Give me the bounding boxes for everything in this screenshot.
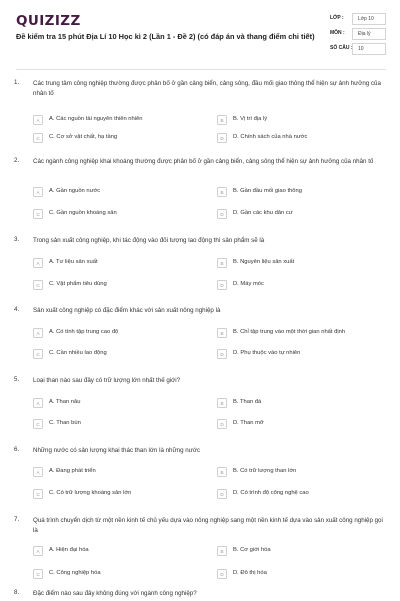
option-a[interactable]	[33, 546, 183, 559]
option-a[interactable]	[33, 258, 183, 271]
option-letter-box: C	[33, 209, 43, 219]
option-text: C. Có trữ lượng khoáng sản lớn	[49, 490, 132, 496]
option-text: C. Công nghiệp hóa	[49, 570, 101, 576]
option-text: A. Hiện đại hóa	[49, 547, 89, 553]
question-text: Những nước có sản lượng khai thác than lớn là những nước	[33, 447, 200, 454]
option-text: C. Gần nguồn khoáng sản	[49, 210, 117, 216]
option-text: D. Phụ thuộc vào tự nhiên	[233, 350, 301, 356]
option-b[interactable]	[217, 398, 367, 411]
option-c[interactable]	[33, 349, 183, 362]
question-number: 4.	[14, 306, 20, 313]
option-letter-box: C	[33, 133, 43, 143]
question-text: Loại than nào sau đây có trữ lượng lớn nhất thế giới?	[33, 377, 181, 384]
question-text: Các ngành công nghiệp khai khoáng thường được phân bố ở gần cảng biển, cảng sông thể hiện sự ảnh hưởng của nhân tố	[33, 158, 374, 165]
header-divider	[16, 69, 386, 70]
question-number: 6.	[14, 446, 20, 453]
option-b[interactable]	[217, 258, 367, 271]
meta-class-label: LỚP :	[330, 15, 344, 21]
meta-subject	[330, 28, 386, 40]
option-letter-box: C	[33, 349, 43, 359]
question-2	[0, 157, 400, 229]
option-b[interactable]	[217, 115, 367, 128]
question-4	[0, 306, 400, 378]
option-letter-box: A	[33, 115, 43, 125]
option-a[interactable]	[33, 398, 183, 411]
option-d[interactable]	[217, 569, 367, 582]
question-text: Trong sản xuất công nghiệp, khi tác động vào đối tượng lao động thì sản phẩm sẽ là	[33, 237, 265, 244]
quizizz-logo[interactable]: QUIZIZZ	[16, 13, 81, 29]
option-text: C. Cơ sở vật chất, hạ tầng	[49, 134, 118, 140]
option-letter-box: C	[33, 419, 43, 429]
option-text: D. Chính sách của nhà nước	[233, 134, 308, 140]
option-d[interactable]	[217, 419, 367, 432]
question-6	[0, 446, 400, 518]
option-a[interactable]	[33, 328, 183, 341]
option-text: A. Đang phát triển	[49, 468, 96, 474]
option-b[interactable]	[217, 328, 367, 341]
question-7	[0, 516, 400, 588]
meta-subject-label: MÔN :	[330, 30, 345, 36]
option-text: A. Có tính tập trung cao độ	[49, 329, 119, 335]
option-text: A. Tư liệu sản xuất	[49, 259, 98, 265]
option-letter-box: A	[33, 398, 43, 408]
option-text: B. Than đá	[233, 399, 262, 405]
worksheet-header	[0, 0, 400, 72]
option-text: A. Gần nguồn nước	[49, 188, 101, 194]
question-text: Quá trình chuyển dịch từ một nền kinh tế chủ yếu dựa vào nông nghiệp sang một nền kinh tế dựa vào sản xuất công nghiệp gọi là	[33, 517, 383, 534]
option-b[interactable]	[217, 187, 367, 200]
option-letter-box: B	[217, 467, 227, 477]
option-letter-box: C	[33, 280, 43, 290]
question-number: 1.	[14, 79, 20, 86]
option-letter-box: D	[217, 419, 227, 429]
question-number: 8.	[14, 589, 20, 596]
meta-class-value: Lớp 10	[352, 13, 386, 25]
option-text: B. Vị trí địa lý	[233, 116, 268, 122]
question-text: Các trung tâm công nghiệp thường được phân bố ở gần cảng biển, cảng sông, đầu mối giao thông thể hiện sự ảnh hưởng của nhân tố	[33, 80, 381, 97]
question-5	[0, 376, 400, 448]
question-number: 5.	[14, 376, 20, 383]
option-text: A. Các nguồn tài nguyên thiên nhiên	[49, 116, 143, 122]
option-letter-box: A	[33, 187, 43, 197]
option-a[interactable]	[33, 467, 183, 480]
option-text: B. Cơ giới hóa	[233, 547, 271, 553]
option-c[interactable]	[33, 419, 183, 432]
question-1	[0, 79, 400, 151]
option-letter-box: C	[33, 569, 43, 579]
option-a[interactable]	[33, 115, 183, 128]
meta-question-count-label: SỐ CÂU :	[330, 45, 353, 51]
meta-subject-value: Địa lý	[352, 28, 386, 40]
option-letter-box: A	[33, 328, 43, 338]
option-text: D. Than mỡ	[233, 420, 264, 426]
option-d[interactable]	[217, 280, 367, 293]
option-c[interactable]	[33, 133, 183, 146]
option-text: B. Chỉ tập trung vào một thời gian nhất định	[233, 329, 346, 335]
option-text: B. Nguyên liệu sản xuất	[233, 259, 295, 265]
option-c[interactable]	[33, 209, 183, 222]
option-d[interactable]	[217, 489, 367, 502]
question-text: Sản xuất công nghiệp có đặc điểm khác với sản xuất nông nghiệp là	[33, 307, 221, 314]
option-letter-box: B	[217, 187, 227, 197]
option-d[interactable]	[217, 349, 367, 362]
option-text: D. Có trình độ công nghệ cao	[233, 490, 309, 496]
option-d[interactable]	[217, 133, 367, 146]
question-8	[0, 589, 400, 600]
option-text: C. Than bùn	[49, 420, 81, 426]
option-letter-box: D	[217, 280, 227, 290]
option-text: D. Gần các khu dân cư	[233, 210, 293, 216]
question-text: Đặc điểm nào sau đây không đúng với ngành công nghiệp?	[33, 590, 197, 597]
option-c[interactable]	[33, 280, 183, 293]
question-number: 3.	[14, 236, 20, 243]
option-b[interactable]	[217, 467, 367, 480]
option-text: D. Máy móc	[233, 281, 264, 287]
option-letter-box: B	[217, 258, 227, 268]
option-text: C. Cần nhiều lao động	[49, 350, 107, 356]
option-text: D. Đô thị hóa	[233, 570, 267, 576]
option-letter-box: B	[217, 115, 227, 125]
option-text: B. Có trữ lượng than lớn	[233, 468, 297, 474]
option-d[interactable]	[217, 209, 367, 222]
option-text: A. Than nâu	[49, 399, 81, 405]
option-b[interactable]	[217, 546, 367, 559]
option-c[interactable]	[33, 569, 183, 582]
option-letter-box: B	[217, 546, 227, 556]
option-letter-box: D	[217, 569, 227, 579]
option-letter-box: A	[33, 467, 43, 477]
option-letter-box: B	[217, 328, 227, 338]
option-a[interactable]	[33, 187, 183, 200]
option-text: C. Vật phẩm tiêu dùng	[49, 281, 107, 287]
option-letter-box: A	[33, 546, 43, 556]
option-letter-box: D	[217, 489, 227, 499]
worksheet-title: Đề kiểm tra 15 phút Địa Lí 10 Học kì 2 (Lần 1 - Đề 2) (có đáp án và thang điểm chi tiết)	[16, 32, 315, 41]
meta-question-count	[330, 43, 386, 55]
option-c[interactable]	[33, 489, 183, 502]
option-letter-box: A	[33, 258, 43, 268]
meta-class	[330, 13, 386, 25]
option-letter-box: B	[217, 398, 227, 408]
option-letter-box: C	[33, 489, 43, 499]
option-letter-box: D	[217, 133, 227, 143]
option-letter-box: D	[217, 349, 227, 359]
option-letter-box: D	[217, 209, 227, 219]
question-number: 7.	[14, 516, 20, 523]
question-3	[0, 236, 400, 308]
question-number: 2.	[14, 157, 20, 164]
option-text: B. Gần đầu mối giao thông	[233, 188, 302, 194]
meta-question-count-value: 10	[352, 43, 386, 55]
